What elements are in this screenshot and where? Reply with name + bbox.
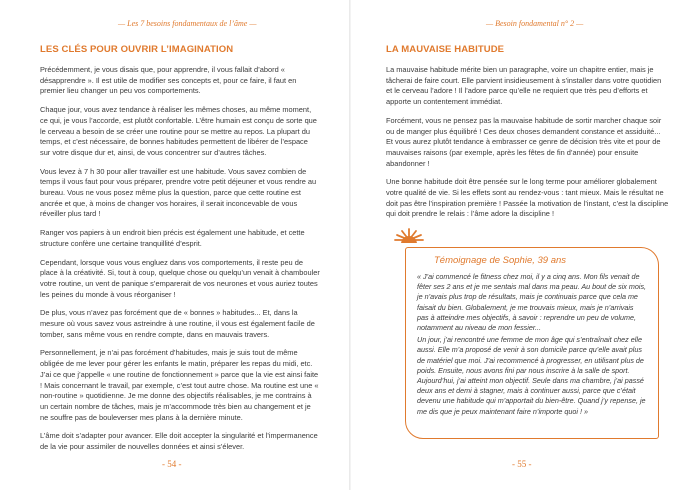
sun-icon xyxy=(392,227,426,253)
right-paragraph-3: Une bonne habitude doit être pensée sur le long terme pour améliorer globalement votre qualité de vie. Si les effets sont au rendez-vous : tant mieux. Mais le résultat ne doit pas être l’inspiration première ! Passée la motivation de l’instant, c’est la discipline qui doit prendre le relais : l’âme adore la discipline ! xyxy=(386,177,669,219)
right-page-number: - 55 - xyxy=(512,459,532,469)
left-running-head: — Les 7 besoins fondamentaux de l’âme — xyxy=(118,19,257,28)
left-body-text xyxy=(40,65,320,461)
left-paragraph-6: De plus, vous n’avez pas forcément que de « bonnes » habitudes... Et, dans la mesure où vous savez vous astreindre à une routine, il vous est également facile de tomber, sans même vous en rendre compte, dans en mauvais travers. xyxy=(40,308,315,339)
right-section-title: LA MAUVAISE HABITUDE xyxy=(386,44,505,55)
left-paragraph-5: Cependant, lorsque vous vous engluez dans vos comportements, il reste peu de place à la créativité. Si, tout à coup, quelque chose ou quelqu’un venait à chambouler votre routine, un vent de panique s’emparerait de vos neurones et vous auriez toutes les peines du monde à vous réorganiser ! xyxy=(40,257,320,299)
left-paragraph-8: L’âme doit s’adapter pour avancer. Elle doit accepter la singularité et l’impermanence de la vie pour assimiler de nouvelles données et ainsi s’élever. xyxy=(40,431,318,452)
left-paragraph-1: Précédemment, je vous disais que, pour apprendre, il vous fallait d’abord « désapprendre ». Il est utile de modifier ses concepts et, pour ce faire, il faut en premier lieu changer un peu vos comportements. xyxy=(40,65,297,96)
testimony-title: Témoignage de Sophie, 39 ans xyxy=(434,255,567,266)
right-page xyxy=(350,0,700,490)
left-page-number: - 54 - xyxy=(162,459,182,469)
right-paragraph-2: Forcément, vous ne pensez pas la mauvaise habitude de sortir marcher chaque soir ou de manger plus équilibré ! Ces deux choses demandent constance et assiduité... Et vous aurez plutôt tendance à embrasser ce genre de décision très vite et pour de mauvaises raisons (par exemple, après les fêtes de fin d’année) pour ensuite abandonner ! xyxy=(386,115,662,168)
right-paragraph-1: La mauvaise habitude mérite bien un paragraphe, voire un chapitre entier, mais je tâcherai de faire court. Elle parvient insidieusement à s’installer dans votre quotidien et le cerveau l’adore ! Il l’adore parce qu’elle ne requiert que très peu d’efforts et apporte un contentement immédiat. xyxy=(386,65,662,107)
left-section-title: LES CLÉS POUR OUVRIR L’IMAGINATION xyxy=(40,44,234,55)
left-paragraph-4: Ranger vos papiers à un endroit bien précis est également une habitude, et cette structure confère une certaine tranquillité d’esprit. xyxy=(40,228,305,248)
testimony-paragraph-1: « J’ai commencé le fitness chez moi, il y a cinq ans. Mon fils venait de fêter ses 2 ans et je me sentais mal dans ma peau. Au bout de six mois, je n’avais plus trop de résultats, mais je continuais parce que cela me faisait du bien. Globalement, je me trouvais mieux, mais je n’arrivais pas à atteindre mes objectifs, à savoir : reprendre un peu de volume, notamment au niveau de mon fessier... xyxy=(417,272,647,333)
right-body-text xyxy=(386,65,669,228)
testimony-box xyxy=(405,247,659,439)
testimony-body xyxy=(417,272,647,419)
right-running-head: — Besoin fondamental n° 2 — xyxy=(486,19,584,28)
left-paragraph-3: Vous levez à 7 h 30 pour aller travailler est une habitude. Vous savez combien de temps il vous faut pour vous préparer, prendre votre petit déjeuner et vous rendre au bureau. Vous ne vous posez même plus la question, parce que cette routine est ancrée et que, à moins de changer vos horaires, il serait inconcevable de vous réveiller plus tard ! xyxy=(40,166,317,219)
left-paragraph-2: Chaque jour, vous avez tendance à réaliser les mêmes choses, au même moment, ce qui, je vous l’accorde, est plutôt confortable. L’être humain est conçu de sorte que le cerveau a besoin de se créer une routine pour se mettre au repos. La plupart du temps, et c’est nécessaire, de bonnes habitudes permettent de libérer de l’espace sur votre disque dur et, ainsi, de vous concentrer sur d’autres tâches. xyxy=(40,105,317,157)
testimony-paragraph-2: Un jour, j’ai rencontré une femme de mon âge qui s’entraînait chez elle aussi. Elle m’a proposé de venir à son domicile parce qu’elle avait plus de matériel que moi. J’ai recommencé à progresser, en utilisant plus de poids. Ensuite, nous avons fini par nous inscrire à la salle de sport. Aujourd’hui, j’ai atteint mon objectif. Seule dans ma chambre, j’ai passé deux ans et demi à stagner, mais à continuer aussi, parce que c’était devenu une habitude qui m’apportait du bien-être. Quand j’y repense, je me dis que je peux maintenant faire n’importe quoi ! » xyxy=(417,335,646,416)
left-paragraph-7: Personnellement, je n’ai pas forcément d’habitudes, mais je suis tout de même obligée de me lever pour gérer les enfants le matin, préparer les repas du midi, etc. J’ai ce que j’appelle « une routine de fonctionnement » parce que la vie est ainsi faite ! Mais concernant le travail, par exemple, c’est tout autre chose. Ma routine est une « non-routine » quotidienne. Je me donne des objectifs réalisables, je me contrains à un certain nombre de tâches, mais je m’accommode très bien au changement et je ne souffre pas de bouleverser mes plans à la dernière minute. xyxy=(40,348,319,422)
